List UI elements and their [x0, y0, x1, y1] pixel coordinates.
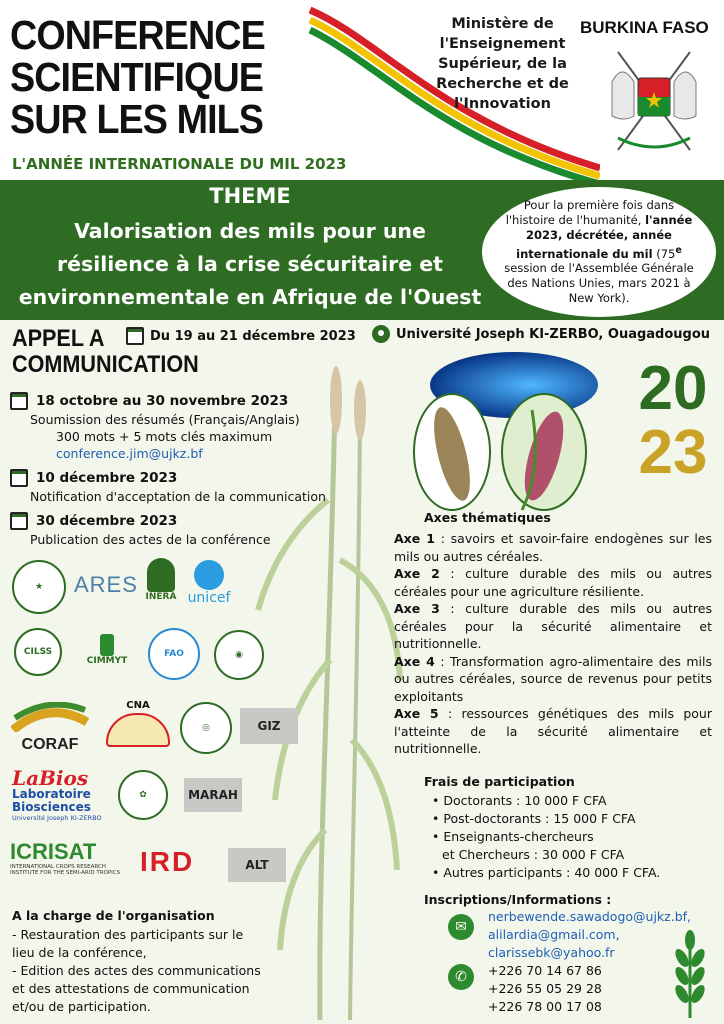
axe-label: Axe 1 — [394, 531, 436, 546]
theme-line: environnementale en Afrique de l'Ouest — [18, 285, 482, 309]
fees-title: Frais de participation — [424, 774, 575, 789]
fee-text: Autres participants : 40 000 F CFA. — [443, 865, 661, 880]
event-dates — [126, 327, 356, 345]
oval-part: Pour la première fois dans l'histoire de l'humanité, — [505, 197, 675, 227]
calendar-icon — [10, 512, 28, 530]
cimmyt-logo — [78, 634, 136, 666]
event-venue-text: Université Joseph KI-ZERBO, Ouagadougou — [396, 326, 711, 342]
labios-logo — [12, 768, 108, 822]
theme-text — [0, 215, 500, 314]
ministry-line: l'Enseignement — [439, 36, 566, 52]
coraf-emblem-icon — [11, 702, 89, 732]
subtitle: L'ANNÉE INTERNATIONALE DU MIL 2023 — [12, 155, 347, 173]
labios-line: Université Joseph KI-ZERBO — [12, 814, 102, 822]
ministry-service-logo: ◉ — [214, 630, 264, 680]
phone-number: +226 78 00 17 08 — [488, 999, 602, 1014]
theme-label: THEME — [209, 184, 291, 208]
fee-item — [432, 846, 660, 864]
axe-text: : ressources génétiques des mils pour l'atteinte de la sécurité alimentaire et nutritionnelle. — [394, 706, 712, 756]
fee-text: et Chercheurs : 30 000 F CFA — [442, 847, 625, 862]
icrisat-logo — [10, 840, 136, 876]
axe-label: Axe 2 — [394, 566, 440, 581]
contact-email-link[interactable]: clarissebk@yahoo.fr — [488, 945, 615, 960]
title-line-1: CONFERENCE — [10, 12, 265, 58]
deadline-text: 300 mots + 5 mots clés maximum — [56, 429, 273, 444]
cimmyt-icon — [100, 634, 114, 656]
title-line-2: SCIENTIFIQUE — [10, 54, 264, 100]
fee-item: • Post-doctorants : 15 000 F CFA — [432, 811, 636, 826]
submission-email-link[interactable]: conference.jim@ujkz.bf — [56, 446, 203, 461]
fee-item: • Doctorants : 10 000 F CFA — [432, 793, 607, 808]
cna-text: CNA — [126, 700, 150, 711]
oval-part: (75 — [652, 246, 676, 261]
deadline-item — [10, 392, 370, 410]
cna-emblem-icon — [106, 713, 170, 747]
research-institute-logo: ✿ — [118, 770, 168, 820]
info-oval-text — [499, 198, 699, 307]
fee-text: Post-doctorants : 15 000 F CFA — [443, 811, 636, 826]
event-venue — [372, 325, 710, 343]
axe-item — [394, 565, 712, 600]
event-dates-text: Du 19 au 21 décembre 2023 — [150, 328, 356, 344]
university-logo: ★ — [12, 560, 66, 614]
oval-highlight: l'année 2023, décrétée, année internationale du mil — [516, 212, 693, 261]
coat-of-arms-icon — [598, 42, 710, 160]
contact-email-link[interactable]: nerbewende.sawadogo@ujkz.bf, — [488, 909, 692, 924]
labios-name: LaBios — [12, 766, 89, 790]
deadline-text: Notification d'acceptation de la communication — [30, 489, 326, 504]
cilss-text: CILSS — [23, 647, 53, 657]
alt-logo: ALT — [228, 848, 286, 882]
location-pin-icon — [372, 325, 390, 343]
fee-item: • Enseignants-chercheurs — [432, 829, 594, 844]
theme-line: Valorisation des mils pour une — [74, 219, 426, 243]
coraf-text: CORAF — [21, 736, 79, 753]
deadline-text: Soumission des résumés (Français/Anglais) — [30, 412, 300, 427]
coraf-logo — [10, 702, 90, 754]
phone-number: +226 70 14 67 86 — [488, 963, 602, 978]
axe-label: Axe 4 — [394, 653, 435, 669]
ministry-name — [420, 14, 585, 114]
icrisat-subline: INTERNATIONAL CROPS RESEARCH — [10, 864, 106, 870]
cilss-logo — [14, 628, 62, 676]
axe-text: : culture durable des mils ou autres céréales pour la sécurité alimentaire et nutritionnelle. — [394, 601, 713, 651]
inera-text: INERA — [145, 592, 177, 602]
fee-item: • Autres participants : 40 000 F CFA. — [432, 865, 661, 880]
country-name: BURKINA FASO — [580, 18, 709, 37]
deadline-date: 18 octobre au 30 novembre 2023 — [36, 393, 289, 409]
oval-part: session de l'Assemblée Générale des Nations Unies, mars 2021 à New York). — [504, 261, 694, 306]
organisation-line: - Edition des actes des communications — [12, 963, 261, 978]
organisation-line: et des attestations de communication — [12, 981, 250, 996]
year-badge — [630, 354, 716, 487]
inera-emblem-icon — [147, 558, 175, 592]
unicef-text: unicef — [187, 590, 231, 606]
cimmyt-text: CIMMYT — [86, 656, 128, 666]
deadline-date: 30 décembre 2023 — [36, 513, 178, 529]
deadline-item — [10, 469, 370, 487]
deadline-text: Publication des actes de la conférence — [30, 532, 271, 547]
cna-logo — [100, 700, 176, 750]
fees-list — [432, 792, 660, 882]
labios-line: Laboratoire — [12, 787, 91, 801]
organisation-line: et/ou de participation. — [12, 999, 151, 1014]
organisation-line: - Restauration des participants sur le — [12, 927, 244, 942]
info-oval — [480, 185, 718, 319]
axes-list — [394, 530, 712, 758]
call-heading-line: APPEL A — [12, 325, 105, 352]
ares-logo: ARES — [74, 572, 138, 597]
axe-item — [394, 653, 712, 706]
fee-text: Doctorants : 10 000 F CFA — [443, 793, 607, 808]
axes-title: Axes thématiques — [424, 510, 551, 525]
contact-phones — [488, 962, 602, 1016]
fao-text: FAO — [164, 649, 184, 659]
contact-email-link[interactable]: alilardia@gmail.com, — [488, 927, 620, 942]
axe-item — [394, 600, 712, 653]
phone-icon: ✆ — [448, 964, 474, 990]
ministry-line: l'Innovation — [454, 96, 551, 112]
unicef-logo — [184, 560, 234, 606]
axe-label: Axe 5 — [394, 706, 439, 721]
wheat-icon — [660, 928, 720, 1020]
icrisat-name: ICRISAT — [10, 839, 97, 864]
marah-logo: MARAH — [184, 778, 242, 812]
labios-line: Biosciences — [12, 800, 91, 814]
year-bottom: 23 — [638, 418, 708, 487]
deadline-date: 10 décembre 2023 — [36, 470, 178, 486]
oval-superscript: e — [675, 244, 682, 256]
phone-number: +226 55 05 29 28 — [488, 981, 602, 996]
title-line-3: SUR LES MILS — [10, 96, 264, 142]
organisation-title: A la charge de l'organisation — [12, 908, 215, 923]
contacts-title: Inscriptions/Informations : — [424, 892, 612, 907]
ministry-line: Ministère de — [451, 16, 554, 32]
deadline-item — [10, 512, 370, 530]
axe-text: : Transformation agro-alimentaire des mils ou autres céréales, source de revenus pour petits exploitants — [394, 653, 712, 704]
call-heading-line: COMMUNICATION — [12, 351, 199, 378]
calendar-icon — [10, 469, 28, 487]
conference-title — [10, 14, 265, 140]
organisation-list — [12, 926, 287, 1016]
axe-label: Axe 3 — [394, 601, 440, 616]
fee-text: Enseignants-chercheurs — [443, 829, 594, 844]
fao-logo — [148, 628, 200, 680]
calendar-icon — [126, 327, 144, 345]
giz-logo: GIZ — [240, 708, 298, 744]
calendar-icon — [10, 392, 28, 410]
agricultural-office-logo: ◎ — [180, 702, 232, 754]
axe-item — [394, 705, 712, 758]
ministry-line: Recherche et de — [436, 76, 569, 92]
axe-item — [394, 530, 712, 565]
ird-logo: IRD — [140, 846, 195, 877]
inera-logo — [140, 558, 182, 602]
deadline-list — [10, 392, 370, 547]
axe-text: : savoirs et savoir-faire endogènes sur les mils ou autres céréales. — [394, 531, 712, 564]
axe-text: : culture durable des mils ou autres céréales pour une agriculture résiliente. — [394, 566, 713, 599]
email-icon: ✉ — [448, 914, 474, 940]
millet-heads-photo — [412, 392, 590, 514]
organisation-line: lieu de la conférence, — [12, 945, 147, 960]
theme-line: résilience à la crise sécuritaire et — [57, 252, 443, 276]
icrisat-subline: INSTITUTE FOR THE SEMI-ARID TROPICS — [10, 870, 121, 876]
unicef-globe-icon — [194, 560, 224, 590]
year-top: 20 — [638, 354, 708, 423]
ministry-line: Supérieur, de la — [438, 56, 567, 72]
